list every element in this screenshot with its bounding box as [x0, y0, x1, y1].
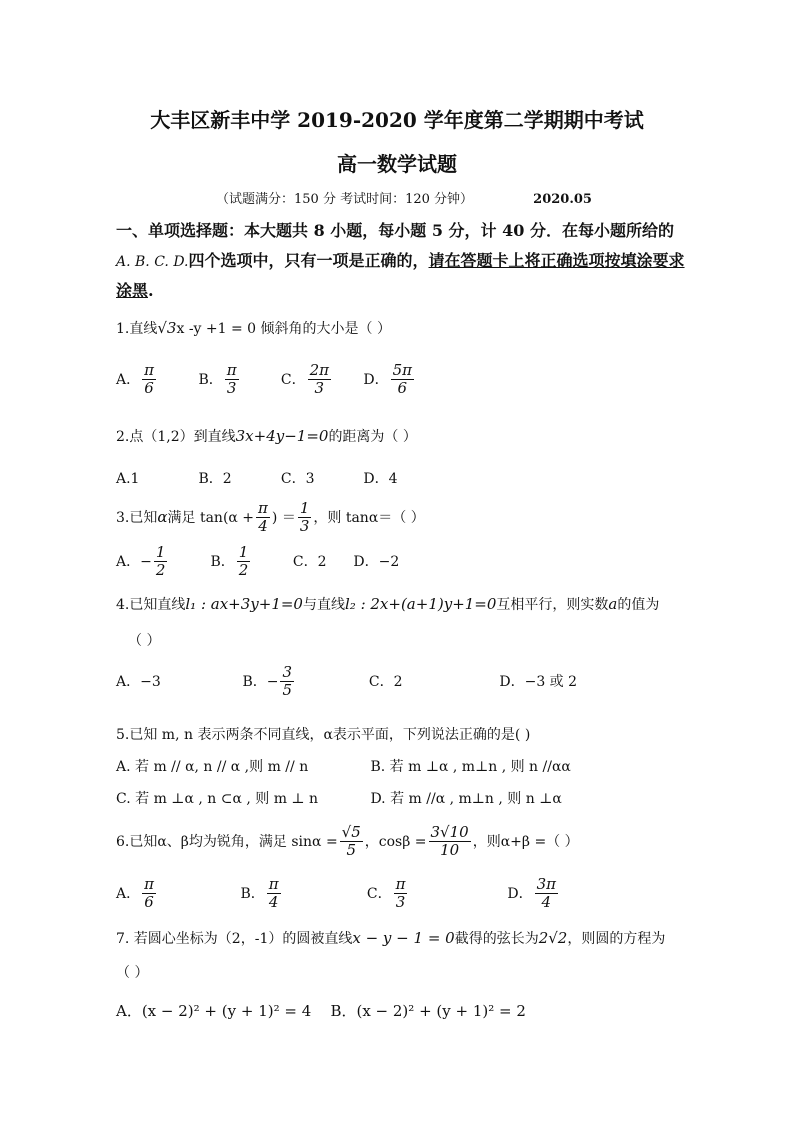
q3-prefix: 3.已知 — [116, 509, 158, 526]
q6-c-num: π — [395, 875, 406, 893]
q1-d-num: 5π — [392, 361, 412, 379]
q2-option-b: B．2 — [198, 471, 232, 487]
option-letters: A. B. C. D. — [116, 254, 189, 270]
question-5: 5.已知 m, n 表示两条不同直线，α表示平面，下列说法正确的是( ) — [116, 727, 531, 743]
q3-option-b-label: B． — [210, 553, 235, 570]
q4-text-c: 互相平行，则实数 — [496, 597, 609, 613]
q4-prefix: 4.已知直线 — [116, 597, 186, 613]
q3-a-den: 2 — [155, 561, 166, 580]
q6-b-num: π — [268, 875, 279, 893]
q1-option-d — [363, 362, 416, 398]
q6-option-b-label: B． — [240, 885, 265, 902]
q3-option-c: C．2 — [292, 553, 327, 570]
q2-options — [116, 468, 398, 488]
q1-prefix: 1.直线 — [116, 321, 158, 337]
question-7 — [116, 928, 665, 948]
q6-option-c-label: C． — [366, 885, 392, 902]
q7-option-a: A．(x − 2)² + (y + 1)² = 4 — [116, 1002, 312, 1020]
q1-d-den: 6 — [397, 379, 408, 398]
q7-prefix: 7. 若圆心坐标为（2，-1）的圆被直线 — [116, 931, 353, 947]
q5-option-b: B. 若 m ⊥α , m⊥n , 则 n //αα — [370, 759, 571, 775]
q3-alpha: α — [157, 507, 168, 526]
section-text: 四个选项中，只有一项是正确的， — [188, 251, 429, 270]
q6-text-b: ，cosβ = — [364, 833, 427, 850]
q6-a-num: π — [144, 875, 154, 893]
q1-c-den: 3 — [314, 379, 325, 398]
section-underline-2: 涂黑 — [116, 281, 149, 300]
q4-option-b-label: B．− — [242, 673, 279, 690]
section-heading-line-3 — [116, 278, 154, 301]
q4-option-d: D．−3 或 2 — [499, 673, 578, 690]
exam-date: 2020.05 — [533, 192, 592, 207]
question-6 — [116, 824, 579, 860]
q6-sin-den: 5 — [346, 841, 356, 860]
q2-option-d: D．4 — [363, 471, 398, 487]
q3-b-den: 2 — [238, 561, 249, 580]
q4-paren: （ ） — [128, 633, 161, 649]
q7-equation: x − y − 1 = 0 — [352, 929, 455, 947]
q4-line-2: l₂ : 2x+(a+1)y+1=0 — [344, 595, 497, 613]
q4-b-num: 3 — [282, 663, 293, 681]
q4-b-den: 5 — [282, 681, 293, 700]
q3-rhs-num: 1 — [299, 499, 310, 517]
q6-cos-num: 3√10 — [430, 823, 469, 841]
q3-frac-den: 4 — [258, 517, 268, 536]
q6-b-den: 4 — [268, 893, 279, 912]
q3-options — [116, 544, 399, 580]
q6-option-c — [367, 876, 503, 912]
q1-option-a — [116, 362, 194, 398]
question-1 — [116, 318, 391, 338]
q6-option-a-label: A． — [116, 885, 141, 902]
q6-c-den: 3 — [395, 893, 406, 912]
q6-option-d-label: D． — [507, 885, 533, 902]
q2-equation: 3x+4y−1=0 — [235, 427, 329, 445]
q7-paren: （ ） — [116, 965, 149, 981]
q1-sqrt: √3 — [157, 319, 177, 337]
q1-a-den: 6 — [144, 379, 154, 398]
exam-info — [216, 188, 592, 207]
q6-text-c: ，则α+β =（ ） — [472, 833, 579, 850]
q4-var-a: a — [608, 595, 618, 613]
q6-d-den: 4 — [541, 893, 552, 912]
q5-option-d: D. 若 m //α , m⊥n , 则 n ⊥α — [370, 791, 562, 807]
q7-options — [116, 1000, 526, 1021]
q6-prefix: 6.已知α、β均为锐角，满足 sinα = — [116, 833, 338, 850]
q4-text-d: 的值为 — [617, 597, 660, 613]
section-underline-1: 请在答题卡上将正确选项按填涂要求 — [428, 251, 685, 270]
q1-option-a-label: A． — [116, 371, 141, 388]
section-heading-line-1: 一、单项选择题：本大题共 8 小题，每小题 5 分，计 40 分．在每小题所给的 — [116, 221, 674, 240]
q1-option-d-label: D． — [363, 371, 389, 388]
q7-option-b: B．(x − 2)² + (y + 1)² = 2 — [330, 1002, 526, 1020]
q6-d-num: 3π — [536, 875, 556, 893]
q3-a-num: 1 — [155, 543, 166, 561]
q4-line-1: l₁ : ax+3y+1=0 — [185, 595, 303, 613]
q3-frac-num: π — [258, 499, 268, 517]
q3-text-c: ) ＝ — [271, 509, 296, 526]
q1-c-num: 2π — [309, 361, 330, 379]
exam-title: 大丰区新丰中学 2019-2020 学年度第二学期期中考试 — [150, 108, 644, 132]
q4-options — [116, 664, 577, 700]
q4-option-a: A．−3 — [116, 673, 161, 690]
q1-stem: x -y +1 = 0 倾斜角的大小是（ ） — [176, 321, 391, 337]
exam-info-text: （试题满分：150 分 考试时间：120 分钟） — [216, 192, 474, 207]
q6-options — [116, 876, 560, 912]
q3-b-num: 1 — [238, 543, 249, 561]
q5-option-a: A. 若 m // α, n // α ,则 m // n — [116, 759, 309, 775]
exam-subtitle: 高一数学试题 — [337, 152, 457, 176]
q3-text-d: ，则 tanα＝（ ） — [313, 509, 425, 526]
q1-options — [116, 362, 416, 398]
question-4 — [116, 594, 659, 614]
q1-option-b — [198, 362, 276, 398]
q5-row-2 — [116, 788, 562, 808]
q3-option-b — [210, 544, 288, 580]
section-period: . — [148, 281, 154, 300]
q7-text-c: ，则圆的方程为 — [567, 931, 666, 947]
q6-option-a — [116, 876, 236, 912]
question-3 — [116, 500, 425, 536]
section-heading-line-2 — [116, 248, 685, 271]
q6-option-b — [240, 876, 362, 912]
q6-a-den: 6 — [144, 893, 154, 912]
q7-text-b: 截得的弦长为 — [454, 931, 539, 947]
q6-cos-den: 10 — [440, 841, 460, 860]
question-2 — [116, 426, 417, 446]
q1-option-c-label: C． — [280, 371, 306, 388]
q5-row-1 — [116, 756, 571, 776]
q2-option-a: A.1 — [116, 471, 140, 487]
q1-option-b-label: B． — [198, 371, 223, 388]
q1-option-c — [281, 362, 359, 398]
q4-option-c: C．2 — [368, 673, 403, 690]
q1-b-den: 3 — [226, 379, 237, 398]
q1-a-num: π — [144, 361, 154, 379]
q1-b-num: π — [226, 361, 237, 379]
q7-chord-length: 2√2 — [538, 929, 568, 947]
q2-prefix: 2.点（1,2）到直线 — [116, 429, 236, 445]
q6-option-d — [507, 876, 560, 912]
q3-text-b: 满足 tan(α + — [167, 509, 255, 526]
q6-sin-num: √5 — [341, 823, 361, 841]
q2-stem: 的距离为（ ） — [328, 429, 417, 445]
q3-option-a-label: A．− — [116, 553, 152, 570]
q5-option-c: C. 若 m ⊥α , n ⊂α , 则 m ⊥ n — [116, 791, 319, 807]
q3-rhs-den: 3 — [299, 517, 310, 536]
q3-option-d: D．−2 — [353, 553, 400, 570]
q4-text-b: 与直线 — [302, 597, 345, 613]
q3-option-a — [116, 544, 206, 580]
q4-option-b — [242, 664, 364, 700]
q2-option-c: C．3 — [280, 471, 315, 487]
